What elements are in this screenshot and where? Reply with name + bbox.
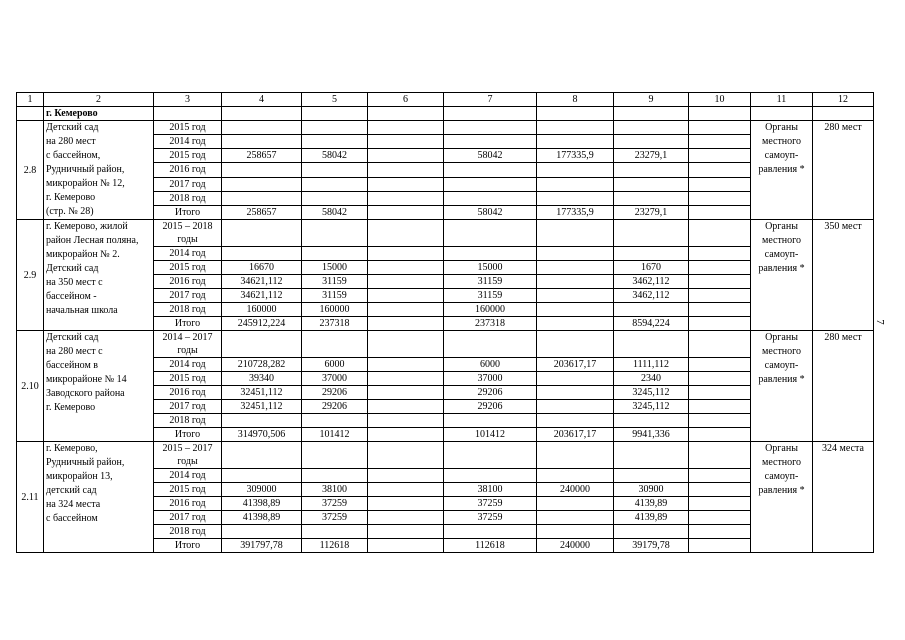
- project-description: [44, 331, 154, 442]
- header-cell-6: 6: [368, 93, 444, 107]
- value-cell-10: [689, 135, 751, 149]
- value-cell-6: [368, 205, 444, 219]
- period-cell: 2015 год: [154, 483, 222, 497]
- value-cell-8: [537, 442, 614, 469]
- value-cell-6: [368, 121, 444, 135]
- value-cell-4: [222, 220, 302, 247]
- value-cell-6: [368, 414, 444, 428]
- value-cell-7: 237318: [444, 317, 537, 331]
- header-cell-2: 2: [44, 93, 154, 107]
- value-cell-7: [444, 191, 537, 205]
- capacity: 324 места: [813, 442, 874, 553]
- value-cell-7: 101412: [444, 428, 537, 442]
- value-cell-6: [368, 525, 444, 539]
- value-cell-9: [614, 469, 689, 483]
- header-cell-9: 9: [614, 93, 689, 107]
- value-cell-6: [368, 261, 444, 275]
- period-cell: Итого: [154, 317, 222, 331]
- value-cell-7: [444, 163, 537, 177]
- value-cell-10: [689, 442, 751, 469]
- value-cell-7: 37259: [444, 511, 537, 525]
- value-cell-10: [689, 497, 751, 511]
- value-cell-10: [689, 358, 751, 372]
- value-cell-7: [444, 177, 537, 191]
- capacity: 280 мест: [813, 331, 874, 442]
- value-cell-4: [222, 177, 302, 191]
- value-cell-5: 38100: [302, 483, 368, 497]
- value-cell-7: 15000: [444, 261, 537, 275]
- value-cell-4: 32451,112: [222, 400, 302, 414]
- value-cell-8: [537, 220, 614, 247]
- description-line: микрорайон 13,: [46, 471, 113, 482]
- value-cell-5: 37259: [302, 511, 368, 525]
- header-row: [17, 93, 874, 107]
- description-line: бассейном в: [46, 360, 99, 371]
- value-cell-4: 41398,89: [222, 511, 302, 525]
- description-line: район Лесная поляна,: [46, 235, 139, 246]
- value-cell-6: [368, 191, 444, 205]
- value-cell-6: [368, 372, 444, 386]
- value-cell-8: [537, 497, 614, 511]
- capacity: 350 мест: [813, 220, 874, 331]
- value-cell-6: [368, 177, 444, 191]
- description-line: (стр. № 28): [46, 206, 94, 217]
- value-cell-5: [302, 414, 368, 428]
- value-cell-6: [368, 428, 444, 442]
- city-empty-cell: [154, 107, 222, 121]
- value-cell-7: 160000: [444, 303, 537, 317]
- value-cell-5: 160000: [302, 303, 368, 317]
- period-cell: 2014 год: [154, 247, 222, 261]
- value-cell-4: 34621,112: [222, 275, 302, 289]
- period-cell: 2016 год: [154, 163, 222, 177]
- value-cell-7: [444, 442, 537, 469]
- description-line: Детский сад: [46, 263, 99, 274]
- value-cell-9: 3245,112: [614, 386, 689, 400]
- value-cell-9: 1111,112: [614, 358, 689, 372]
- value-cell-10: [689, 275, 751, 289]
- value-cell-9: 3245,112: [614, 400, 689, 414]
- value-cell-8: 203617,17: [537, 428, 614, 442]
- period-cell: 2015 – 2018 годы: [154, 220, 222, 247]
- header-cell-10: 10: [689, 93, 751, 107]
- value-cell-9: 3462,112: [614, 289, 689, 303]
- description-line: г. Кемерово: [46, 402, 96, 413]
- value-cell-5: [302, 135, 368, 149]
- value-cell-4: 39340: [222, 372, 302, 386]
- responsible-organ: Органы местного самоуп-равления *: [751, 331, 813, 442]
- value-cell-8: [537, 247, 614, 261]
- value-cell-5: 29206: [302, 400, 368, 414]
- period-cell: 2015 год: [154, 121, 222, 135]
- responsible-organ: Органы местного самоуп-равления *: [751, 121, 813, 220]
- value-cell-10: [689, 483, 751, 497]
- value-cell-4: 314970,506: [222, 428, 302, 442]
- city-empty-cell: [537, 107, 614, 121]
- value-cell-10: [689, 331, 751, 358]
- value-cell-10: [689, 261, 751, 275]
- description-line: бассейном -: [46, 291, 97, 302]
- value-cell-6: [368, 511, 444, 525]
- value-cell-8: [537, 261, 614, 275]
- value-cell-4: 34621,112: [222, 289, 302, 303]
- project-description: [44, 121, 154, 220]
- value-cell-10: [689, 247, 751, 261]
- value-cell-6: [368, 135, 444, 149]
- value-cell-8: 177335,9: [537, 205, 614, 219]
- city-empty-cell: [689, 107, 751, 121]
- project-number: 2.11: [17, 442, 44, 553]
- value-cell-9: [614, 191, 689, 205]
- value-cell-8: 240000: [537, 539, 614, 553]
- value-cell-8: [537, 386, 614, 400]
- city-num-cell: [17, 107, 44, 121]
- value-cell-5: 37259: [302, 497, 368, 511]
- responsible-organ: Органы местного самоуп-равления *: [751, 442, 813, 553]
- value-cell-5: 58042: [302, 205, 368, 219]
- header-cell-5: 5: [302, 93, 368, 107]
- value-cell-9: [614, 163, 689, 177]
- value-cell-7: 38100: [444, 483, 537, 497]
- description-line: г. Кемерово,: [46, 443, 98, 454]
- value-cell-6: [368, 275, 444, 289]
- period-cell: 2016 год: [154, 497, 222, 511]
- project-description: [44, 220, 154, 331]
- description-line: с бассейном: [46, 513, 98, 524]
- period-cell: 2017 год: [154, 400, 222, 414]
- value-cell-7: 31159: [444, 275, 537, 289]
- value-cell-10: [689, 220, 751, 247]
- description-line: Детский сад: [46, 122, 99, 133]
- value-cell-10: [689, 149, 751, 163]
- description-line: Рудничный район,: [46, 457, 125, 468]
- value-cell-7: 6000: [444, 358, 537, 372]
- value-cell-5: 29206: [302, 386, 368, 400]
- value-cell-10: [689, 191, 751, 205]
- period-cell: 2015 – 2017 годы: [154, 442, 222, 469]
- value-cell-9: 23279,1: [614, 149, 689, 163]
- table-row: [17, 442, 874, 469]
- value-cell-8: [537, 331, 614, 358]
- period-cell: 2014 год: [154, 358, 222, 372]
- value-cell-5: 31159: [302, 289, 368, 303]
- value-cell-10: [689, 539, 751, 553]
- city-empty-cell: [813, 107, 874, 121]
- value-cell-10: [689, 525, 751, 539]
- value-cell-6: [368, 539, 444, 553]
- value-cell-5: [302, 220, 368, 247]
- value-cell-5: 58042: [302, 149, 368, 163]
- value-cell-8: 177335,9: [537, 149, 614, 163]
- header-cell-12: 12: [813, 93, 874, 107]
- value-cell-6: [368, 358, 444, 372]
- value-cell-6: [368, 400, 444, 414]
- period-cell: 2014 – 2017 годы: [154, 331, 222, 358]
- description-line: микрорайоне № 14: [46, 374, 127, 385]
- value-cell-9: [614, 414, 689, 428]
- period-cell: 2018 год: [154, 191, 222, 205]
- value-cell-9: [614, 177, 689, 191]
- page-number: 7: [873, 319, 886, 325]
- table-row: [17, 220, 874, 247]
- table-row: [17, 331, 874, 358]
- period-cell: 2016 год: [154, 275, 222, 289]
- value-cell-4: 258657: [222, 205, 302, 219]
- value-cell-7: [444, 220, 537, 247]
- value-cell-7: [444, 247, 537, 261]
- value-cell-10: [689, 121, 751, 135]
- value-cell-6: [368, 163, 444, 177]
- value-cell-9: [614, 220, 689, 247]
- city-empty-cell: [751, 107, 813, 121]
- value-cell-8: [537, 289, 614, 303]
- value-cell-6: [368, 442, 444, 469]
- description-line: на 324 места: [46, 499, 101, 510]
- value-cell-9: 4139,89: [614, 511, 689, 525]
- description-line: микрорайон № 2.: [46, 249, 120, 260]
- value-cell-9: 30900: [614, 483, 689, 497]
- value-cell-8: 203617,17: [537, 358, 614, 372]
- value-cell-8: [537, 303, 614, 317]
- value-cell-5: 101412: [302, 428, 368, 442]
- header-cell-11: 11: [751, 93, 813, 107]
- period-cell: 2014 год: [154, 135, 222, 149]
- city-name: г. Кемерово: [44, 107, 154, 121]
- description-line: с бассейном,: [46, 150, 101, 161]
- city-empty-cell: [302, 107, 368, 121]
- value-cell-5: [302, 469, 368, 483]
- value-cell-7: 58042: [444, 149, 537, 163]
- period-cell: Итого: [154, 539, 222, 553]
- value-cell-6: [368, 149, 444, 163]
- value-cell-8: [537, 121, 614, 135]
- description-line: Заводского района: [46, 388, 125, 399]
- budget-table: [16, 92, 874, 553]
- value-cell-9: 2340: [614, 372, 689, 386]
- value-cell-7: 37259: [444, 497, 537, 511]
- value-cell-8: [537, 525, 614, 539]
- header-cell-7: 7: [444, 93, 537, 107]
- value-cell-10: [689, 428, 751, 442]
- value-cell-6: [368, 386, 444, 400]
- period-cell: 2017 год: [154, 289, 222, 303]
- description-line: на 280 мест: [46, 136, 96, 147]
- value-cell-9: 1670: [614, 261, 689, 275]
- city-empty-cell: [222, 107, 302, 121]
- table-body: [17, 93, 874, 553]
- value-cell-7: [444, 121, 537, 135]
- value-cell-5: [302, 177, 368, 191]
- city-empty-cell: [444, 107, 537, 121]
- period-cell: 2017 год: [154, 511, 222, 525]
- value-cell-4: 160000: [222, 303, 302, 317]
- value-cell-7: [444, 414, 537, 428]
- project-description: [44, 442, 154, 553]
- value-cell-8: 240000: [537, 483, 614, 497]
- value-cell-9: 4139,89: [614, 497, 689, 511]
- value-cell-8: [537, 135, 614, 149]
- value-cell-7: [444, 469, 537, 483]
- value-cell-4: 245912,224: [222, 317, 302, 331]
- value-cell-8: [537, 372, 614, 386]
- value-cell-4: [222, 469, 302, 483]
- value-cell-10: [689, 289, 751, 303]
- value-cell-4: [222, 163, 302, 177]
- value-cell-10: [689, 400, 751, 414]
- period-cell: 2015 год: [154, 372, 222, 386]
- period-cell: 2015 год: [154, 261, 222, 275]
- value-cell-5: [302, 163, 368, 177]
- value-cell-9: [614, 247, 689, 261]
- period-cell: 2018 год: [154, 414, 222, 428]
- value-cell-9: 8594,224: [614, 317, 689, 331]
- value-cell-8: [537, 275, 614, 289]
- value-cell-7: 58042: [444, 205, 537, 219]
- value-cell-7: 31159: [444, 289, 537, 303]
- value-cell-8: [537, 317, 614, 331]
- value-cell-7: [444, 331, 537, 358]
- value-cell-9: [614, 303, 689, 317]
- value-cell-5: 112618: [302, 539, 368, 553]
- description-line: на 350 мест с: [46, 277, 103, 288]
- responsible-organ: Органы местного самоуп-равления *: [751, 220, 813, 331]
- project-number: 2.10: [17, 331, 44, 442]
- value-cell-5: [302, 525, 368, 539]
- header-cell-1: 1: [17, 93, 44, 107]
- value-cell-6: [368, 220, 444, 247]
- value-cell-6: [368, 469, 444, 483]
- value-cell-8: [537, 400, 614, 414]
- period-cell: 2016 год: [154, 386, 222, 400]
- city-row: [17, 107, 874, 121]
- value-cell-4: 16670: [222, 261, 302, 275]
- description-line: Рудничный район,: [46, 164, 125, 175]
- city-empty-cell: [614, 107, 689, 121]
- value-cell-4: [222, 525, 302, 539]
- project-number: 2.9: [17, 220, 44, 331]
- value-cell-8: [537, 191, 614, 205]
- header-cell-3: 3: [154, 93, 222, 107]
- value-cell-9: 3462,112: [614, 275, 689, 289]
- description-line: на 280 мест с: [46, 346, 103, 357]
- value-cell-9: [614, 442, 689, 469]
- description-line: начальная школа: [46, 305, 118, 316]
- value-cell-10: [689, 163, 751, 177]
- value-cell-10: [689, 469, 751, 483]
- value-cell-6: [368, 317, 444, 331]
- value-cell-9: 39179,78: [614, 539, 689, 553]
- period-cell: 2014 год: [154, 469, 222, 483]
- value-cell-8: [537, 511, 614, 525]
- description-line: г. Кемерово, жилой: [46, 221, 128, 232]
- capacity: 280 мест: [813, 121, 874, 220]
- value-cell-4: 32451,112: [222, 386, 302, 400]
- value-cell-5: 6000: [302, 358, 368, 372]
- value-cell-10: [689, 317, 751, 331]
- value-cell-4: [222, 442, 302, 469]
- project-number: 2.8: [17, 121, 44, 220]
- value-cell-8: [537, 177, 614, 191]
- value-cell-5: 15000: [302, 261, 368, 275]
- value-cell-4: [222, 121, 302, 135]
- period-cell: Итого: [154, 205, 222, 219]
- value-cell-4: 309000: [222, 483, 302, 497]
- value-cell-9: 23279,1: [614, 205, 689, 219]
- description-line: микрорайон № 12,: [46, 178, 125, 189]
- value-cell-6: [368, 289, 444, 303]
- value-cell-6: [368, 247, 444, 261]
- header-cell-8: 8: [537, 93, 614, 107]
- period-cell: Итого: [154, 428, 222, 442]
- value-cell-5: [302, 191, 368, 205]
- value-cell-9: [614, 331, 689, 358]
- value-cell-7: 29206: [444, 400, 537, 414]
- value-cell-5: [302, 121, 368, 135]
- value-cell-7: [444, 525, 537, 539]
- description-line: г. Кемерово: [46, 192, 96, 203]
- value-cell-8: [537, 469, 614, 483]
- value-cell-10: [689, 414, 751, 428]
- value-cell-7: 37000: [444, 372, 537, 386]
- value-cell-10: [689, 386, 751, 400]
- value-cell-4: 258657: [222, 149, 302, 163]
- value-cell-6: [368, 497, 444, 511]
- value-cell-6: [368, 483, 444, 497]
- value-cell-9: [614, 121, 689, 135]
- value-cell-8: [537, 163, 614, 177]
- period-cell: 2018 год: [154, 525, 222, 539]
- value-cell-4: [222, 331, 302, 358]
- value-cell-4: 210728,282: [222, 358, 302, 372]
- value-cell-10: [689, 303, 751, 317]
- value-cell-10: [689, 511, 751, 525]
- description-line: Детский сад: [46, 332, 99, 343]
- value-cell-4: [222, 191, 302, 205]
- value-cell-4: [222, 247, 302, 261]
- value-cell-4: [222, 135, 302, 149]
- value-cell-4: 391797,78: [222, 539, 302, 553]
- value-cell-4: 41398,89: [222, 497, 302, 511]
- value-cell-10: [689, 177, 751, 191]
- value-cell-5: 31159: [302, 275, 368, 289]
- city-empty-cell: [368, 107, 444, 121]
- value-cell-7: [444, 135, 537, 149]
- table-row: [17, 121, 874, 135]
- value-cell-5: [302, 442, 368, 469]
- value-cell-5: [302, 331, 368, 358]
- value-cell-9: [614, 525, 689, 539]
- value-cell-5: [302, 247, 368, 261]
- value-cell-4: [222, 414, 302, 428]
- value-cell-10: [689, 372, 751, 386]
- value-cell-10: [689, 205, 751, 219]
- period-cell: 2015 год: [154, 149, 222, 163]
- value-cell-9: [614, 135, 689, 149]
- header-cell-4: 4: [222, 93, 302, 107]
- value-cell-5: 37000: [302, 372, 368, 386]
- period-cell: 2017 год: [154, 177, 222, 191]
- description-line: детский сад: [46, 485, 97, 496]
- value-cell-8: [537, 414, 614, 428]
- value-cell-7: 112618: [444, 539, 537, 553]
- value-cell-5: 237318: [302, 317, 368, 331]
- value-cell-6: [368, 331, 444, 358]
- period-cell: 2018 год: [154, 303, 222, 317]
- value-cell-9: 9941,336: [614, 428, 689, 442]
- value-cell-7: 29206: [444, 386, 537, 400]
- value-cell-6: [368, 303, 444, 317]
